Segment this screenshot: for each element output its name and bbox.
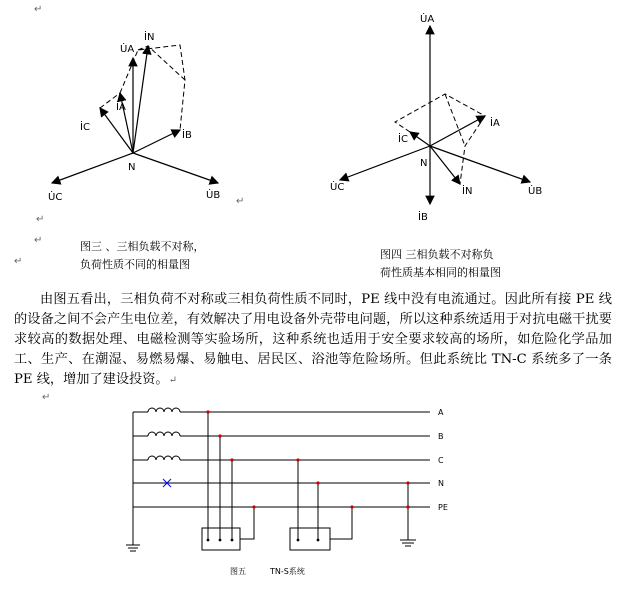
label-line-n: N [438, 479, 444, 488]
paragraph-mark: ↵ [34, 235, 43, 246]
ub-phasor [430, 146, 530, 182]
label-line-b: B [438, 432, 444, 441]
label-ia: İA [490, 118, 500, 129]
label-uc: U̇C [48, 192, 63, 203]
label-in: İN [144, 32, 155, 43]
body-paragraph [14, 290, 612, 391]
paragraph-mark: ↵ [34, 4, 43, 15]
label-n: N [420, 158, 428, 169]
paragraph-mark: ↵ [236, 196, 245, 207]
load-box-2 [290, 528, 330, 550]
caption-line: 图四 三相负载不对称负 [380, 248, 494, 261]
figure5-caption-title: TN-S系统 [270, 567, 305, 576]
paragraph-mark: ↵ [42, 392, 51, 403]
ia-phasor [430, 116, 485, 146]
uc-phasor [52, 153, 136, 183]
line-b [133, 432, 430, 436]
figure5-caption-number: 图五 [230, 567, 246, 576]
paragraph-mark: ↵ [36, 214, 45, 225]
ub-phasor [133, 153, 218, 183]
label-ic: İC [398, 134, 408, 145]
line-n [133, 479, 430, 487]
caption-line: 荷性质基本相同的相量图 [380, 266, 501, 279]
label-ub: U̇B [528, 186, 543, 197]
figure3-phasor-diagram [40, 20, 260, 210]
label-line-pe: PE [438, 503, 448, 512]
line-a [133, 408, 430, 412]
label-line-c: C [438, 456, 444, 465]
ic-phasor [410, 132, 430, 146]
label-ib: İB [182, 130, 192, 141]
label-ib: İB [418, 212, 428, 223]
ib-phasor [133, 130, 180, 153]
label-uc: U̇C [330, 182, 345, 193]
label-in: İN [462, 186, 473, 197]
paragraph-mark: ↵ [168, 375, 177, 386]
label-ic: İC [80, 122, 90, 133]
caption-line: 图三 、三相负载不对称， [80, 240, 205, 253]
paragraph-text: 由图五看出，三相负荷不对称或三相负荷性质不同时，PE 线中没有电流通过。因此所有接 PE 线的设备之间不会产生电位差，有效解决了用电设备外壳带电问题，所以这种系统适用于对抗电磁干扰要求较高的数据处理、电磁检测等实验场所，这种系统也适用于安全要求较高的场所，如危险化学品加工、生产、在潮湿、易燃易爆、易触电、居民区、浴池等危险场所。但此系统比 TN-C 系统多了一条 PE 线，增加了建设投资。 [14, 292, 612, 387]
label-ia: İA [116, 102, 126, 113]
uc-phasor [340, 146, 430, 180]
label-n: N [128, 162, 136, 173]
in-phasor [133, 46, 148, 153]
figure4-caption [380, 246, 501, 282]
label-line-a: A [438, 408, 444, 417]
paragraph-mark: ↵ [14, 256, 23, 267]
label-ub: U̇B [206, 190, 221, 201]
figure3-caption [80, 238, 205, 274]
figure4-phasor-diagram [320, 4, 560, 229]
line-c [133, 456, 430, 460]
label-ua: U̇A [120, 44, 135, 55]
figure5-tn-s-diagram [120, 400, 470, 580]
caption-line: 负荷性质不同的相量图 [80, 258, 190, 271]
label-ua: U̇A [420, 14, 435, 25]
